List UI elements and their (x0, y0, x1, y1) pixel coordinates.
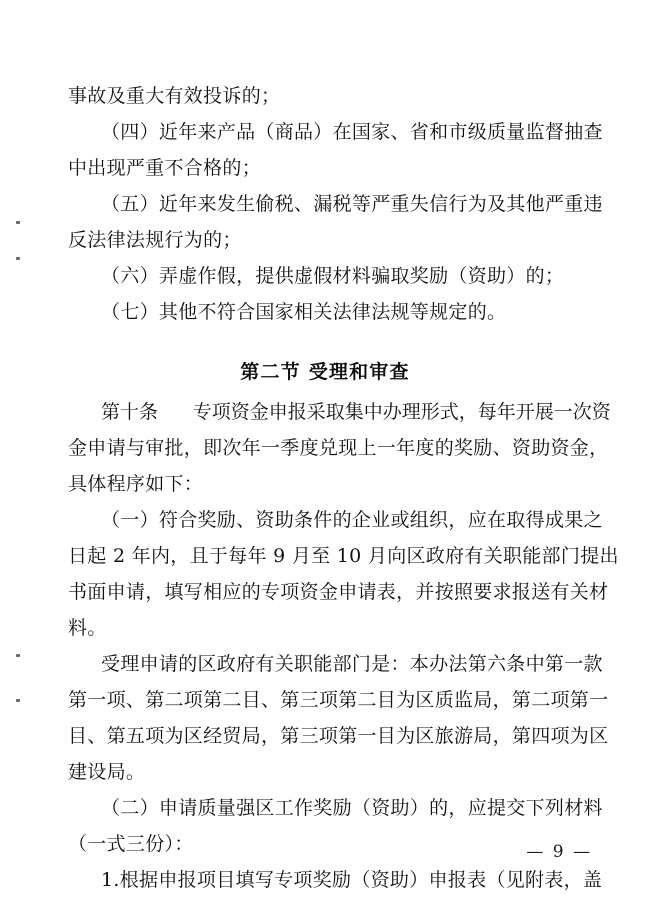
page-number: — 9 — (526, 842, 592, 862)
article-number: 第十条 (101, 401, 159, 423)
line-text: 专项资金申报采取集中办理形式，每年开展一次资 (192, 401, 611, 423)
text-line (68, 258, 582, 294)
text-line (68, 862, 603, 898)
text-line (68, 222, 582, 258)
text-line (68, 574, 609, 610)
line-text: 建设局。 (68, 761, 146, 783)
text-line (68, 466, 582, 502)
text-line (68, 186, 603, 222)
text-line (68, 718, 609, 754)
line-text: （五）近年来发生偷税、漏税等严重失信行为及其他严重违 (101, 193, 603, 215)
line-text: 金申请与审批，即次年一季度兑现上一年度的奖励、资助资金， (68, 437, 609, 459)
line-text: 反法律法规行为的； (68, 229, 242, 251)
line-text: （四）近年来产品（商品）在国家、省和市级质量监督抽查 (101, 121, 603, 143)
text-line (68, 682, 609, 718)
text-line (68, 538, 619, 574)
line-text: （七）其他不符合国家相关法律法规等规定的。 (101, 301, 507, 323)
line-text: 料。 (68, 617, 107, 639)
text-line (68, 78, 582, 114)
text-line (68, 150, 582, 186)
scan-artifact-speck (16, 257, 20, 260)
document-body (68, 78, 619, 898)
scan-artifact-speck (16, 699, 20, 702)
text-line (68, 826, 582, 862)
text-line (68, 502, 603, 538)
line-text: （一式三份）： (68, 833, 194, 855)
line-text: 目、第五项为区经贸局，第三项第一目为区旅游局，第四项为区 (68, 725, 609, 747)
text-line (68, 790, 603, 826)
line-text: （二）申请质量强区工作奖励（资助）的，应提交下列材料 (101, 797, 603, 819)
line-text: 中出现严重不合格的； (68, 157, 262, 179)
scan-artifact-speck (16, 221, 20, 224)
line-text: 事故及重大有效投诉的； (68, 85, 281, 107)
text-line-article (68, 394, 611, 430)
text-line (68, 610, 582, 646)
line-text: （一）符合奖励、资助条件的企业或组织，应在取得成果之 (101, 509, 603, 531)
text-line (68, 114, 603, 150)
section-heading: 第二节 受理和审查 (240, 361, 410, 383)
scan-artifact-speck (16, 654, 20, 657)
text-line (68, 430, 609, 466)
text-line (68, 294, 582, 330)
line-text: 日起 2 年内，且于每年 9 月至 10 月向区政府有关职能部门提出 (68, 545, 619, 567)
line-text: 1.根据申报项目填写专项奖励（资助）申报表（见附表，盖 (101, 869, 603, 891)
text-line (68, 754, 582, 790)
line-text: 具体程序如下： (68, 473, 204, 495)
line-text: 书面申请，填写相应的专项资金申请表，并按照要求报送有关材 (68, 581, 609, 603)
text-line (68, 646, 603, 682)
spacer (68, 330, 582, 352)
line-text: 第一项、第二项第二目、第三项第二目为区质监局，第二项第一 (68, 689, 609, 711)
line-text: （六）弄虚作假，提供虚假材料骗取奖励（资助）的； (101, 265, 565, 287)
line-text: 受理申请的区政府有关职能部门是：本办法第六条中第一款 (101, 653, 603, 675)
